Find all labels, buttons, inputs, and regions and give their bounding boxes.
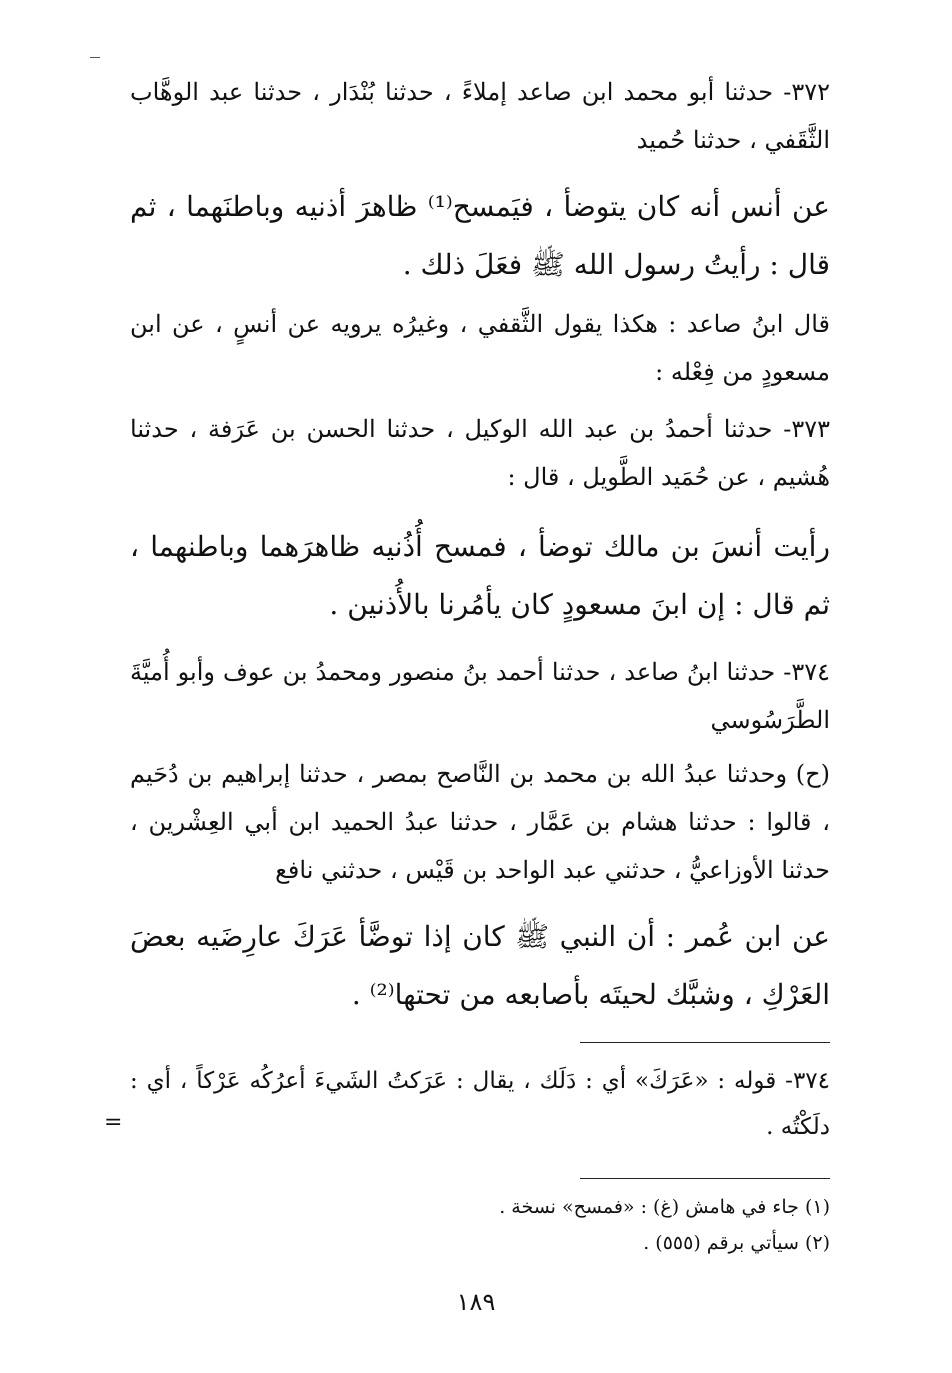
- paragraph-373-chain: ٣٧٣- حدثنا أحمدُ بن عبد الله الوكيل ، حدثنا الحسن بن عَرَفة ، حدثنا هُشيم ، عن حُمَيد الطَّويل ، قال :: [130, 415, 830, 491]
- paragraph-374-text: عن ابن عُمر : أن النبي ﷺ كان إذا توضَّأ عَرَكَ عارِضَيه بعضَ العَرْكِ ، وشبَّك لحيتَه بأصابعه من تحتها⁽²⁾ .: [130, 920, 830, 1011]
- footnote-2: (٢) سيأتي برقم (٥٥٥) .: [643, 1232, 830, 1254]
- explanatory-note: ٣٧٤- قوله : «عَرَكَ» أي : دَلَك ، يقال : عَرَكتُ الشَيءَ أعرُكُه عَرْكاً ، أي : دلَكْتُه .: [130, 1068, 830, 1140]
- page-number: ١٨٩: [456, 1288, 496, 1316]
- continuation-mark: =: [104, 1110, 123, 1135]
- paragraph-372-text: عن أنس أنه كان يتوضأ ، فيَمسح⁽¹⁾ ظاهرَ أذنيه وباطنَهما ، ثم قال : رأيتُ رسول الله ﷺ فعَلَ ذلك .: [130, 190, 830, 281]
- margin-dash: [90, 57, 100, 58]
- paragraph-372-chain: ٣٧٢- حدثنا أبو محمد ابن صاعد إملاءً ، حدثنا بُنْدَار ، حدثنا عبد الوهَّاب الثَّقَفي ، حدثنا حُميد: [130, 78, 830, 154]
- note-separator: [580, 1042, 830, 1043]
- paragraph-374-chain: ٣٧٤- حدثنا ابنُ صاعد ، حدثنا أحمد بنُ منصور ومحمدُ بن عوف وأبو أُميَّةَ الطَّرَسُوسي: [130, 658, 831, 734]
- paragraph-373-text: رأيت أنسَ بن مالك توضأ ، فمسح أُذُنيه ظاهرَهما وباطنهما ، ثم قال : إن ابنَ مسعودٍ كان يأمُرنا بالأُذنين .: [130, 530, 830, 621]
- paragraph-ibn-said-comment: قال ابنُ صاعد : هكذا يقول الثَّقفي ، وغيرُه يرويه عن أنسٍ ، عن ابن مسعودٍ من فِعْله :: [130, 310, 830, 386]
- footnote-separator: [580, 1178, 830, 1179]
- paragraph-374-second-chain: (ح) وحدثنا عبدُ الله بن محمد بن النَّاصح بمصر ، حدثنا إبراهيم بن دُحَيم ، قالوا : حدثنا هشام بن عَمَّار ، حدثنا عبدُ الحميد ابن أبي العِشْرين ، حدثنا الأوزاعيُّ ، حدثني عبد الواحد بن قَيْس ، حدثني نافع: [130, 760, 830, 884]
- footnote-1: (١) جاء في هامش (غ) : «فمسح» نسخة .: [499, 1196, 830, 1218]
